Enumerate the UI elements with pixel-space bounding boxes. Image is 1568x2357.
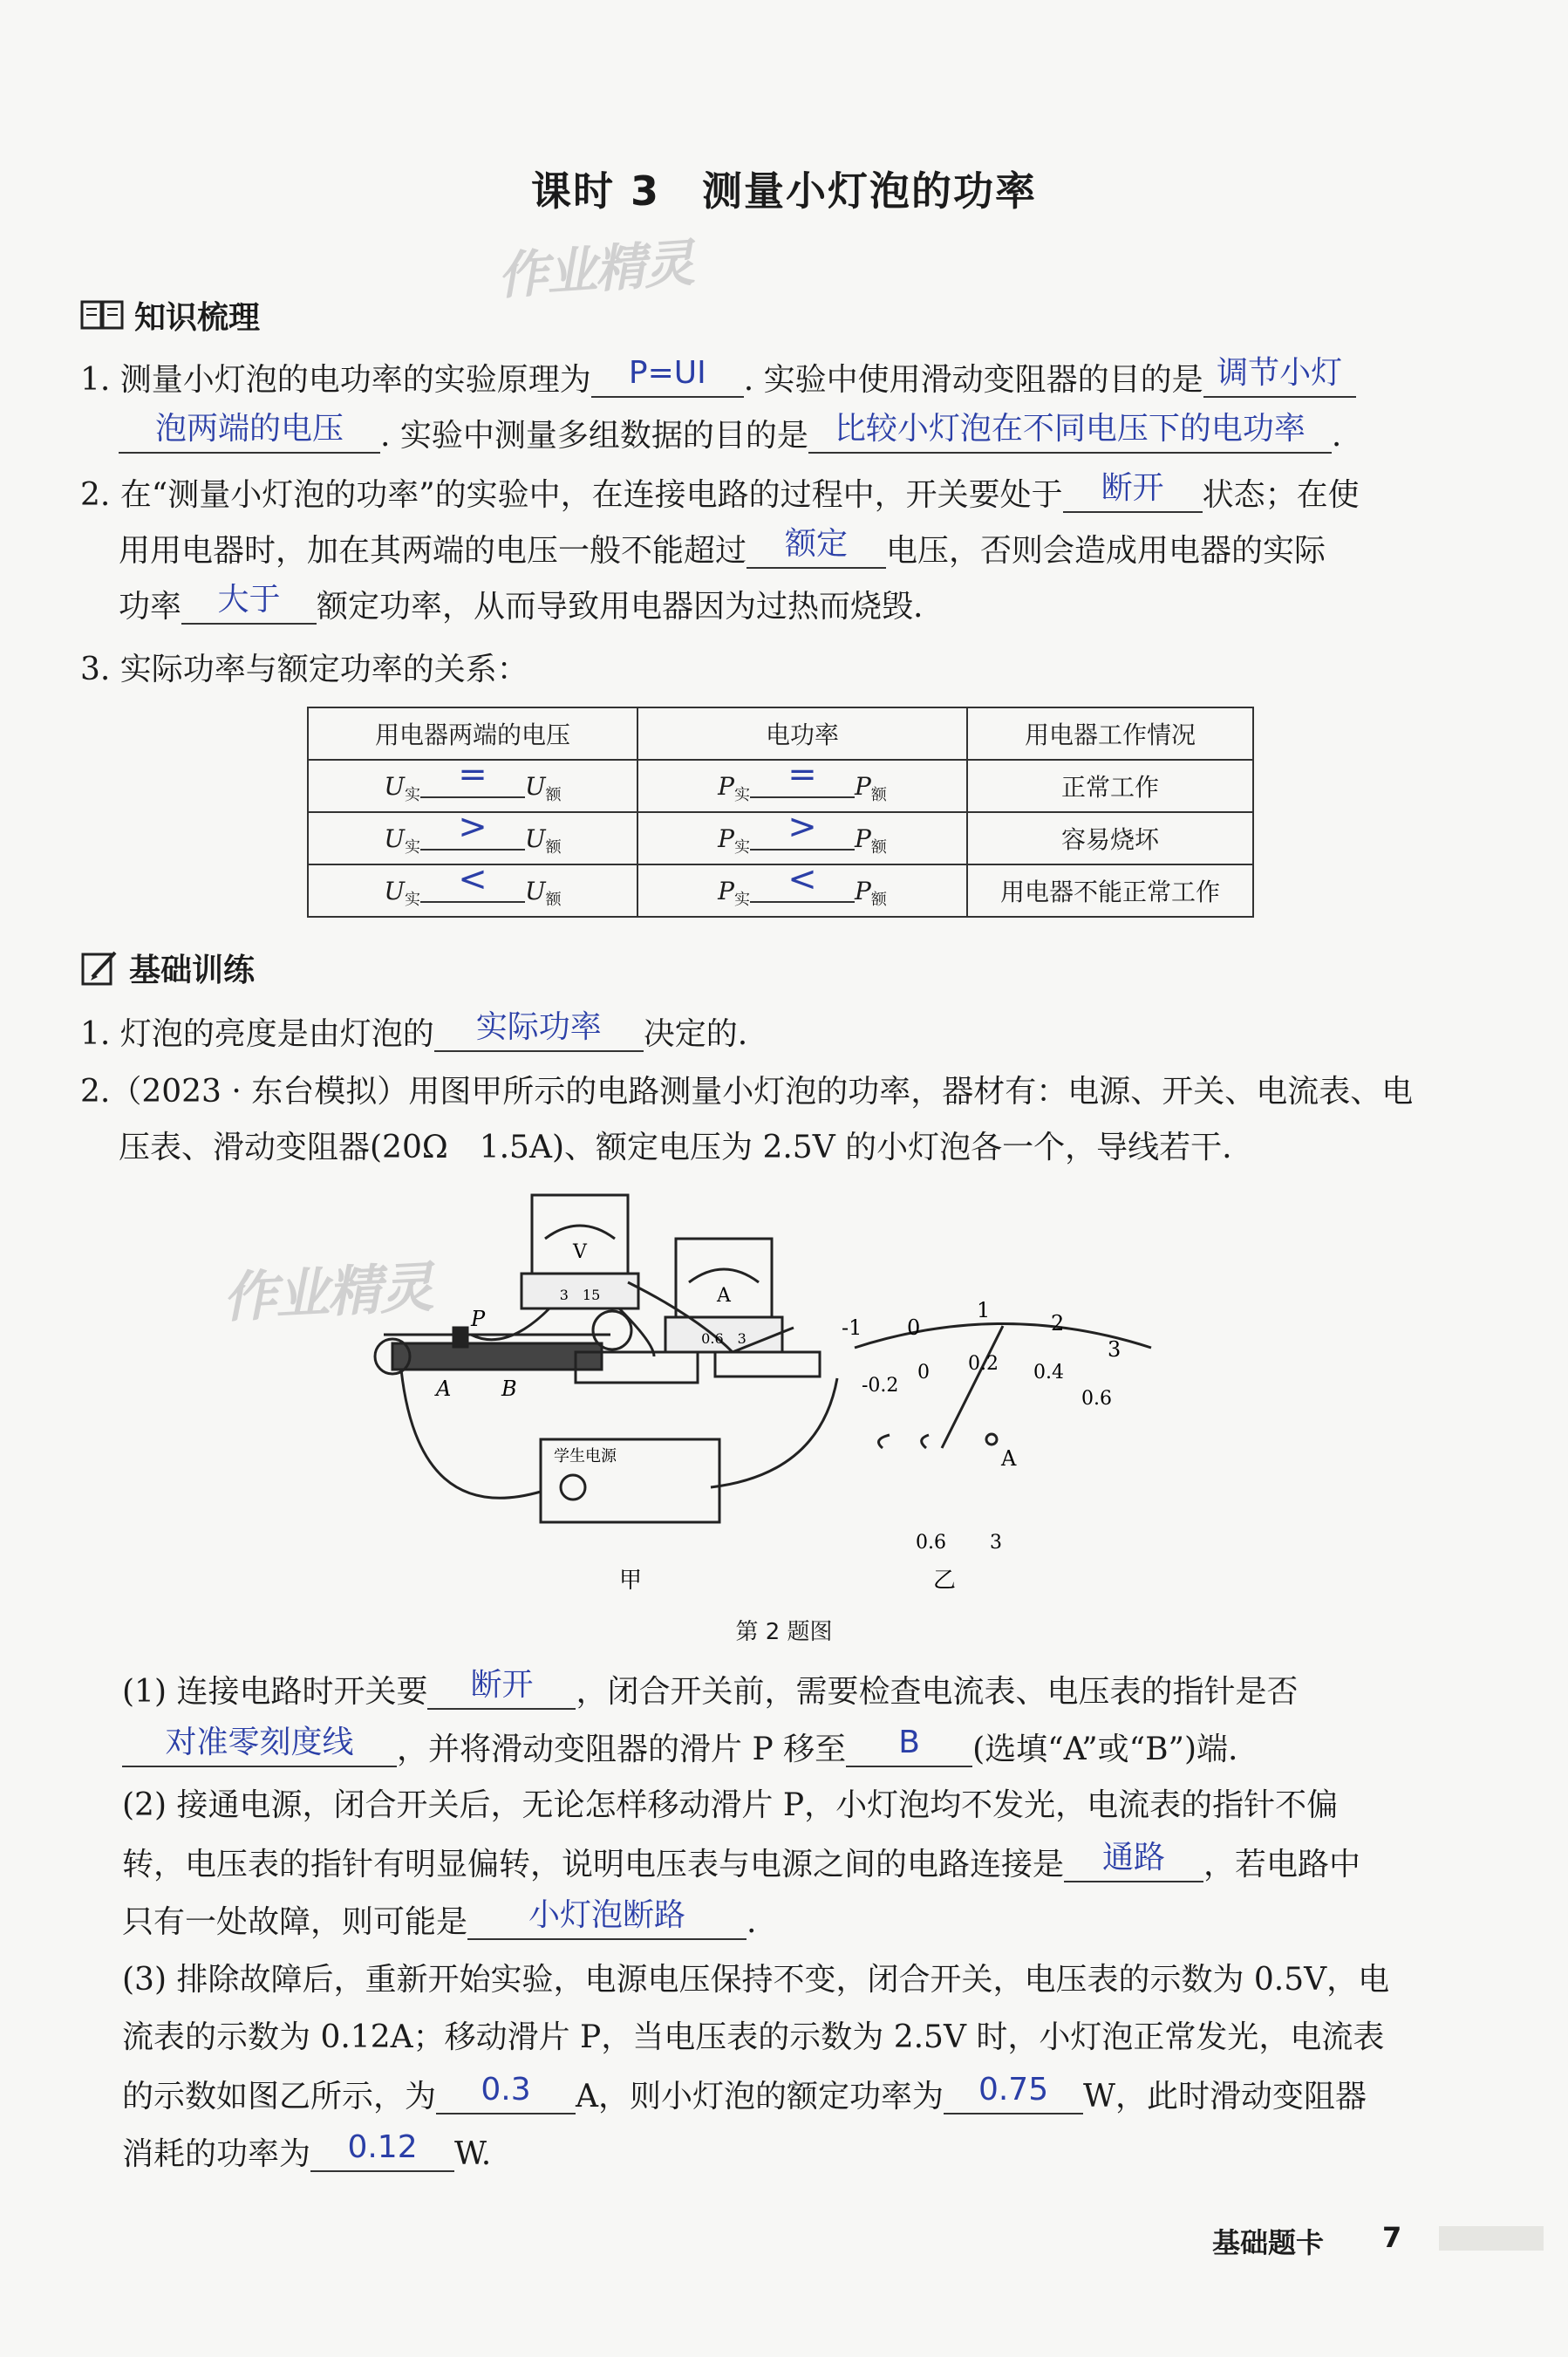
ammeter-ticks: 0.6 3 [701, 1330, 747, 1347]
table-row [308, 760, 1253, 812]
u-symbol: U [384, 824, 405, 853]
sub: 实 [734, 891, 750, 909]
answer: 断开 [470, 1667, 534, 1703]
status-cell: 正常工作 [967, 760, 1253, 812]
sub: 额 [545, 891, 562, 909]
scale-bot-0: 0 [917, 1362, 930, 1383]
power-cell [637, 859, 967, 917]
s2-line2 [122, 1840, 1361, 1882]
table-row [308, 864, 1253, 917]
power-table [307, 707, 1254, 918]
voltmeter-label: V [573, 1241, 587, 1263]
header-cell: 电功率 [637, 707, 967, 760]
label-yi: 乙 [933, 1568, 957, 1594]
answer: 0.3 [481, 2072, 531, 2108]
blank [181, 582, 317, 625]
u-symbol: U [384, 877, 405, 905]
page-title: 课时 3 测量小灯泡的功率 [530, 167, 1038, 215]
blank [427, 1667, 576, 1710]
pencil-icon [80, 949, 120, 987]
supply-label: 学生电源 [554, 1447, 617, 1465]
q1-line2 [119, 411, 1342, 454]
text: . [747, 1904, 757, 1940]
text: (1) 连接电路时开关要 [122, 1674, 428, 1710]
blank [420, 859, 525, 903]
ammeter-label: A [717, 1285, 731, 1307]
u-symbol: U [525, 877, 546, 905]
watermark: 作业精灵 [221, 1254, 434, 1330]
blank [591, 355, 744, 398]
q2-line1 [80, 470, 1360, 513]
text: A，则小灯泡的额定功率为 [576, 2079, 944, 2114]
wire [711, 1378, 837, 1487]
footer-label: 基础题卡 [1212, 2226, 1325, 2259]
section-title: 基础训练 [129, 953, 256, 988]
s2-line1: (2) 接通电源，闭合开关后，无论怎样移动滑片 P，小灯泡均不发光，电流表的指针不偏 [122, 1787, 1339, 1823]
answer: 0.75 [978, 2072, 1049, 2108]
sub: 实 [734, 838, 750, 857]
sub: 实 [405, 891, 420, 909]
text: 转，电压表的指针有明显偏转，说明电压表与电源之间的电路连接是 [122, 1847, 1065, 1882]
text: 的示数如图乙所示，为 [122, 2079, 437, 2114]
p-symbol: P [718, 824, 734, 853]
text: 电压，否则会造成用电器的实际 [886, 533, 1326, 569]
p-symbol: P [855, 824, 871, 853]
figure-caption: 第 2 题图 [735, 1619, 833, 1645]
p-symbol: P [855, 772, 871, 801]
watermark: 作业精灵 [495, 233, 695, 306]
s3-line2: 流表的示数为 0.12A；移动滑片 P，当电压表的示数为 2.5V 时，小灯泡正常发光，电流表 [122, 2019, 1385, 2055]
answer: 对准零刻度线 [165, 1725, 354, 1760]
answer: 调节小灯 [1217, 355, 1343, 391]
terminals [879, 1435, 930, 1448]
blank [1064, 1840, 1203, 1882]
u-symbol: U [525, 824, 546, 853]
scale-top-0: 0 [907, 1315, 921, 1340]
p-symbol: P [718, 877, 734, 905]
scale-top-1: 1 [977, 1298, 991, 1322]
ammeter-scale [689, 1269, 759, 1282]
blank [434, 1009, 644, 1052]
voltmeter-scale [545, 1226, 615, 1239]
s3-line1: (3) 排除故障后，重新开始实验，电源电压保持不变，闭合开关，电压表的示数为 0.5V，电 [122, 1962, 1390, 1998]
p-symbol: P [718, 772, 734, 801]
text: 2. 在“测量小灯泡的功率”的实验中，在连接电路的过程中，开关要处于 [80, 477, 1063, 513]
neg-top: -1 [842, 1315, 862, 1340]
status-cell: 容易烧坏 [967, 812, 1253, 864]
answer: 大于 [217, 582, 281, 618]
section-basic [80, 946, 255, 990]
blank [846, 1725, 972, 1767]
sub: 实 [405, 838, 420, 857]
blank [808, 411, 1332, 454]
book-icon [80, 298, 126, 333]
circuit-figure [366, 1178, 1203, 1631]
answer: 断开 [1101, 470, 1164, 506]
answer: 小灯泡断路 [528, 1897, 686, 1933]
answer: 0.12 [347, 2129, 418, 2165]
u-symbol: U [525, 772, 546, 801]
q3-text: 3. 实际功率与额定功率的关系： [80, 652, 528, 687]
page-number: 7 [1382, 2221, 1402, 2254]
scale-bot-3: 0.6 [1081, 1388, 1112, 1410]
text: 额定功率，从而导致用电器因为过热而烧毁. [317, 589, 924, 625]
text: . 实验中测量多组数据的目的是 [380, 418, 808, 454]
q2-line3 [119, 582, 924, 625]
answer: B [898, 1725, 920, 1760]
terminal-06: 0.6 [916, 1532, 946, 1554]
answer: 比较小灯泡在不同电压下的电功率 [834, 411, 1306, 447]
q2-line2 [119, 526, 1326, 569]
scale-bot-1: 0.2 [968, 1353, 999, 1375]
blank [747, 526, 886, 569]
answer: 通路 [1102, 1840, 1166, 1875]
answer: < [458, 859, 487, 899]
voltage-cell [308, 755, 637, 812]
voltmeter-ticks: 3 15 [559, 1287, 601, 1303]
label-p: P [471, 1307, 486, 1331]
slider [453, 1328, 467, 1347]
sub: 额 [545, 786, 562, 804]
p-symbol: P [855, 877, 871, 905]
table-row [308, 812, 1253, 864]
unit-a: A [1001, 1446, 1017, 1471]
sub: 额 [545, 838, 562, 857]
sub: 额 [870, 786, 887, 804]
scale-bot-2: 0.4 [1033, 1362, 1064, 1383]
voltage-cell [308, 859, 637, 917]
text: . 实验中使用滑动变阻器的目的是 [743, 362, 1203, 398]
answer: < [787, 859, 817, 899]
blank [1063, 470, 1203, 513]
scale-top-2: 2 [1051, 1311, 1065, 1336]
switch [715, 1352, 820, 1377]
sub: 额 [870, 838, 887, 857]
power-cell [637, 755, 967, 812]
blank [750, 807, 855, 851]
blank [122, 1725, 397, 1767]
knob [561, 1475, 585, 1500]
neg-bot: -0.2 [862, 1375, 899, 1397]
text: ，若电路中 [1203, 1847, 1361, 1882]
text: W，此时滑动变阻器 [1083, 2079, 1367, 2114]
status-cell: 用电器不能正常工作 [967, 864, 1253, 917]
blank [1203, 355, 1356, 398]
wire [401, 1370, 541, 1498]
text: 1. 测量小灯泡的电功率的实验原理为 [80, 362, 591, 398]
s1-line1 [122, 1667, 1299, 1710]
section-knowledge [80, 293, 260, 338]
text: . [1331, 418, 1342, 454]
sub: 实 [734, 786, 750, 804]
text: (选填“A”或“B”)端. [972, 1732, 1238, 1767]
blank [436, 2072, 576, 2114]
table-header-row [308, 707, 1253, 760]
section-title: 知识梳理 [134, 300, 261, 336]
answer: > [787, 807, 817, 847]
sub: 实 [405, 786, 420, 804]
b2-line1: 2.（2023 · 东台模拟）用图甲所示的电路测量小灯泡的功率，器材有：电源、开关、电流表、电 [80, 1074, 1414, 1110]
blank [420, 807, 525, 851]
header-cell: 用电器工作情况 [967, 707, 1253, 760]
answer: 泡两端的电压 [154, 411, 344, 447]
blank [750, 755, 855, 798]
s2-line3 [122, 1897, 757, 1940]
s3-line4 [122, 2129, 492, 2172]
text: 状态；在使 [1202, 477, 1360, 513]
text: 用用电器时，加在其两端的电压一般不能超过 [119, 533, 747, 569]
text: ，并将滑动变阻器的滑片 P 移至 [397, 1732, 847, 1767]
text: W. [454, 2136, 492, 2172]
blank [944, 2072, 1083, 2114]
rheostat [392, 1343, 602, 1370]
label-a: A [436, 1377, 452, 1401]
text: 功率 [119, 589, 182, 625]
text: ，闭合开关前，需要检查电流表、电压表的指针是否 [576, 1674, 1299, 1710]
blank [310, 2129, 454, 2172]
s1-line2 [122, 1725, 1238, 1767]
sub: 额 [870, 891, 887, 909]
b2-line2: 压表、滑动变阻器(20Ω 1.5A)、额定电压为 2.5V 的小灯泡各一个，导线若干. [119, 1130, 1232, 1165]
answer: = [787, 755, 817, 795]
terminal-3: 3 [990, 1532, 1002, 1554]
answer: = [458, 755, 487, 795]
voltage-cell [308, 807, 637, 864]
answer: > [458, 807, 487, 847]
answer: 额定 [785, 526, 849, 562]
blank [467, 1897, 747, 1940]
answer: P=UI [628, 355, 706, 391]
u-symbol: U [384, 772, 405, 801]
answer: 实际功率 [475, 1009, 602, 1045]
scale-top-3: 3 [1108, 1337, 1121, 1362]
b1-line [80, 1009, 748, 1052]
label-jia: 甲 [619, 1568, 643, 1594]
text: 决定的. [643, 1016, 748, 1052]
footer-decoration [1439, 2226, 1544, 2251]
text: 1. 灯泡的亮度是由灯泡的 [80, 1016, 434, 1052]
header-cell: 用电器两端的电压 [308, 707, 637, 760]
text: 消耗的功率为 [122, 2136, 311, 2172]
power-cell [637, 807, 967, 864]
blank [420, 755, 525, 798]
blank [750, 859, 855, 903]
terminal [986, 1434, 997, 1445]
s3-line3 [122, 2072, 1367, 2114]
blank [119, 411, 380, 454]
text: 只有一处故障，则可能是 [122, 1904, 468, 1940]
q1-line1 [80, 355, 1356, 398]
dial-pointer [942, 1326, 1003, 1448]
label-b: B [501, 1377, 517, 1401]
